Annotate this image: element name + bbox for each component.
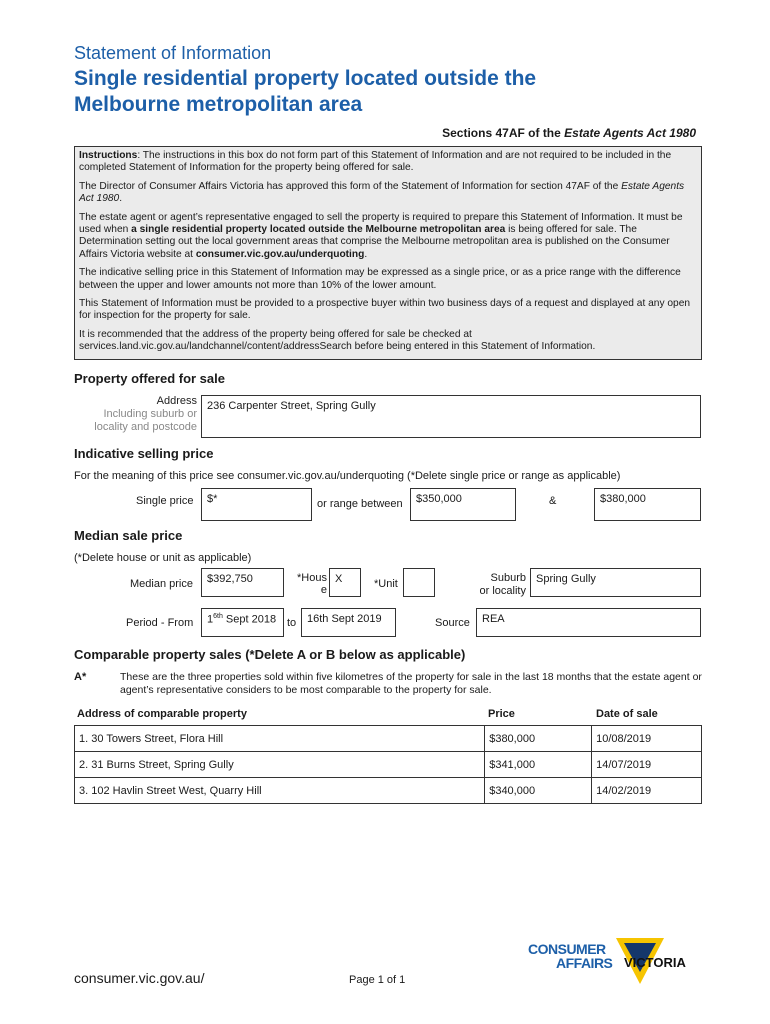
period-label: Period - From <box>126 617 194 629</box>
range-high-field[interactable]: $380,000 <box>594 488 701 521</box>
comp-address-cell[interactable]: 3. 102 Havlin Street West, Quarry Hill <box>75 778 485 804</box>
instructions-p5: This Statement of Information must be provided to a prospective buyer within two business days of a request and displayed at any open for inspection for the property for sale. <box>79 298 691 322</box>
range-ampersand: & <box>549 495 557 507</box>
unit-checkbox[interactable] <box>403 568 435 597</box>
logo-line-1: CONSUMER <box>528 941 606 957</box>
title-line-1: Single residential property located outside the <box>74 67 537 90</box>
comparable-description: These are the three properties sold within five kilometres of the property for sale in the last 18 months that the estate agent or agent’s representative considers to be most comparable to the property for sale. <box>120 671 702 696</box>
median-heading: Median sale price <box>74 528 183 543</box>
median-note: (*Delete house or unit as applicable) <box>74 552 252 564</box>
sections-prefix: Sections 47AF of the <box>442 126 565 140</box>
address-label-3: locality and postcode <box>94 421 197 433</box>
median-price-field[interactable]: $392,750 <box>201 568 284 597</box>
period-to-field[interactable]: 16th Sept 2019 <box>301 608 396 637</box>
page-number: Page 1 of 1 <box>349 974 406 986</box>
comparable-table <box>74 725 702 804</box>
unit-label: *Unit <box>374 578 398 590</box>
footer-url[interactable]: consumer.vic.gov.au/ <box>74 970 205 986</box>
single-price-label: Single price <box>136 495 194 507</box>
median-price-label: Median price <box>130 578 193 590</box>
col-date-header: Date of sale <box>596 708 658 720</box>
indicative-note: For the meaning of this price see consumer.vic.gov.au/underquoting (*Delete single price or range as applicable) <box>74 470 621 482</box>
col-price-header: Price <box>488 708 515 720</box>
instructions-p2: The Director of Consumer Affairs Victoria has approved this form of the Statement of Information for section 47AF of the Estate Agents Act 1980. <box>79 180 685 205</box>
period-from-field[interactable]: $1^{6th}$ Sept 2018 <box>201 608 284 637</box>
property-heading: Property offered for sale <box>74 371 225 386</box>
range-low-field[interactable]: $350,000 <box>410 488 516 521</box>
comp-address-cell[interactable]: 2. 31 Burns Street, Spring Gully <box>75 752 485 778</box>
logo-line-2: AFFAIRS <box>556 955 613 971</box>
instructions-p1: Instructions: The instructions in this box do not form part of this Statement of Information and are not required to be included in the completed Statement of Information for the property being offered for sale. <box>79 150 672 174</box>
comp-price-cell[interactable]: $341,000 <box>485 752 592 778</box>
comp-address-cell[interactable]: 1. 30 Towers Street, Flora Hill <box>75 726 485 752</box>
instructions-p4: The indicative selling price in this Statement of Information may be expressed as a single price, or as a price range with the difference between the upper and lower amounts not more than 10% of the lower amount. <box>79 267 681 291</box>
title-line-2: Melbourne metropolitan area <box>74 93 363 116</box>
address-label <box>80 395 197 434</box>
comp-date-cell[interactable]: 14/07/2019 <box>592 752 702 778</box>
range-label: or range between <box>317 498 403 510</box>
table-row <box>75 752 702 778</box>
consumer-affairs-logo <box>526 938 706 990</box>
suburb-label: Suburb or locality <box>479 572 526 597</box>
comp-date-cell[interactable]: 10/08/2019 <box>592 726 702 752</box>
single-price-field[interactable]: $* <box>201 488 312 521</box>
address-field[interactable]: 236 Carpenter Street, Spring Gully <box>201 395 701 438</box>
table-row <box>75 778 702 804</box>
sections-act: Estate Agents Act 1980 <box>564 126 696 140</box>
house-checkbox[interactable]: X <box>329 568 361 597</box>
option-a-marker: A* <box>74 671 87 683</box>
address-label-2: Including suburb or <box>103 408 197 420</box>
source-field[interactable]: REA <box>476 608 701 637</box>
comparable-heading: Comparable property sales (*Delete A or B below as applicable) <box>74 647 466 662</box>
logo-victoria: VICTORIA <box>624 955 686 970</box>
form-overline: Statement of Information <box>74 43 272 63</box>
form-title <box>74 66 536 118</box>
instructions-box <box>74 146 702 360</box>
house-label: *Hous e <box>297 572 327 596</box>
underquoting-link[interactable]: consumer.vic.gov.au/underquoting <box>195 248 365 260</box>
indicative-heading: Indicative selling price <box>74 446 214 461</box>
instructions-p6: It is recommended that the address of the property being offered for sale be checked at services.land.vic.gov.au/landchannel/content/addressSearch before being entered in this Statement of Information. <box>79 328 596 353</box>
instructions-p3: The estate agent or agent’s representative engaged to sell the property is required to prepare this Statement of Information. It must be used when a single residential property located outside the Melbourne metropolitan area is being offered for sale. The Determination setting out the local government areas that comprise the Melbourne metropolitan area is published on the Consumer Affairs Victoria website at consumer.vic.gov.au/underquoting. <box>79 211 683 260</box>
suburb-field[interactable]: Spring Gully <box>530 568 701 597</box>
col-address-header: Address of comparable property <box>77 708 247 720</box>
comp-price-cell[interactable]: $380,000 <box>485 726 592 752</box>
address-label-1: Address <box>156 395 197 407</box>
comp-date-cell[interactable]: 14/02/2019 <box>592 778 702 804</box>
comp-price-cell[interactable]: $340,000 <box>485 778 592 804</box>
sections-reference <box>442 126 696 140</box>
period-to-label: to <box>287 617 297 629</box>
source-label: Source <box>435 617 470 629</box>
table-row <box>75 726 702 752</box>
